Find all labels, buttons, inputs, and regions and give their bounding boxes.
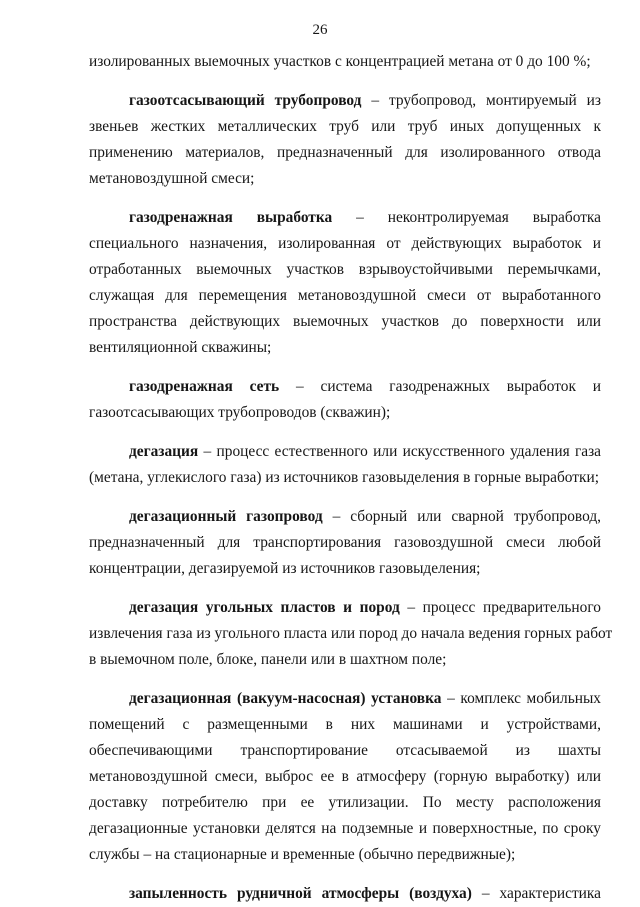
page-number: 26: [312, 22, 328, 38]
text-line: вентиляционной скважины;: [89, 339, 272, 356]
definition-text: – сборный или сварной трубопровод,: [322, 508, 601, 525]
text-line: службы – на стационарные и временные (обычно передвижные);: [89, 846, 516, 863]
text-line: пространства действующих выемочных участков до поверхности или: [89, 313, 601, 330]
defined-term: газодренажная сеть: [129, 378, 280, 395]
definition-first-line: [89, 439, 601, 465]
text-line: применению материалов, предназначенный для изолированного отвода: [89, 144, 601, 161]
definition-entry: [89, 686, 601, 868]
definition-first-line: [89, 686, 601, 712]
text-line: отработанных выемочных участков взрывоустойчивыми перемычками,: [89, 261, 601, 278]
definition-entry: [89, 205, 601, 361]
definition-first-line: [89, 205, 601, 231]
definition-first-line: [89, 595, 601, 621]
defined-term: дегазация: [129, 443, 199, 460]
text-line: звеньев жестких металлических труб или труб иных допущенных к: [89, 118, 601, 135]
definition-text: – трубопровод, монтируемый из: [361, 92, 602, 109]
text-line: извлечения газа из угольного пласта или пород до начала ведения горных работ: [89, 625, 613, 642]
text-line: изолированных выемочных участков с концентрацией метана от 0 до 100 %;: [89, 53, 591, 70]
definition-first-line: [89, 374, 601, 400]
text-line: служащая для перемещения метановоздушной смеси от выработанного: [89, 287, 601, 304]
text-line: концентрации, дегазируемой из источников газовыделения;: [89, 560, 481, 577]
definition-first-line: [89, 88, 601, 114]
defined-term: газодренажная выработка: [129, 209, 333, 226]
text-line: (метана, углекислого газа) из источников газовыделения в горные выработки;: [89, 469, 600, 486]
definition-entry: [89, 374, 601, 426]
definition-entry: [89, 88, 601, 192]
defined-term: дегазационная (вакуум-насосная) установка: [129, 690, 442, 707]
text-line: доставку потребителю при ее утилизации. По месту расположения: [89, 794, 601, 811]
text-line: предназначенный для транспортирования газовоздушной смеси любой: [89, 534, 601, 551]
defined-term: запыленность рудничной атмосферы (воздуха): [129, 885, 472, 902]
definition-text: – комплекс мобильных: [441, 690, 601, 707]
continuation-paragraph: [89, 49, 601, 75]
text-line: в выемочном поле, блоке, панели или в шахтном поле;: [89, 651, 447, 668]
text-line: помещений с размещенными в них машинами и устройствами,: [89, 716, 601, 733]
definition-first-line: [89, 881, 601, 907]
definition-entry: [89, 595, 613, 673]
definition-text: – процесс естественного или искусственного удаления газа: [198, 443, 601, 460]
definition-text: – характеристика: [471, 885, 601, 902]
definition-first-line: [89, 504, 601, 530]
definition-text: – система газодренажных выработок и: [279, 378, 601, 395]
text-line: газоотсасывающих трубопроводов (скважин);: [89, 404, 391, 421]
defined-term: газоотсасывающий трубопровод: [129, 92, 362, 109]
definition-entry: [89, 439, 601, 491]
defined-term: дегазационный газопровод: [129, 508, 323, 525]
definition-text: – процесс предварительного: [399, 599, 601, 616]
text-line: дегазационные установки делятся на подземные и поверхностные, по сроку: [89, 820, 601, 837]
definition-text: – неконтролируемая выработка: [332, 209, 601, 226]
definition-entry: [89, 881, 601, 907]
definition-entry: [89, 504, 601, 582]
text-line: метановоздушной смеси;: [89, 170, 255, 187]
text-line: метановоздушной смеси, выброс ее в атмосферу (горную выработку) или: [89, 768, 601, 785]
defined-term: дегазация угольных пластов и пород: [129, 599, 400, 616]
text-line: обеспечивающими транспортирование отсасываемой из шахты: [89, 742, 601, 759]
text-line: специального назначения, изолированная от действующих выработок и: [89, 235, 601, 252]
document-body: [89, 49, 613, 907]
